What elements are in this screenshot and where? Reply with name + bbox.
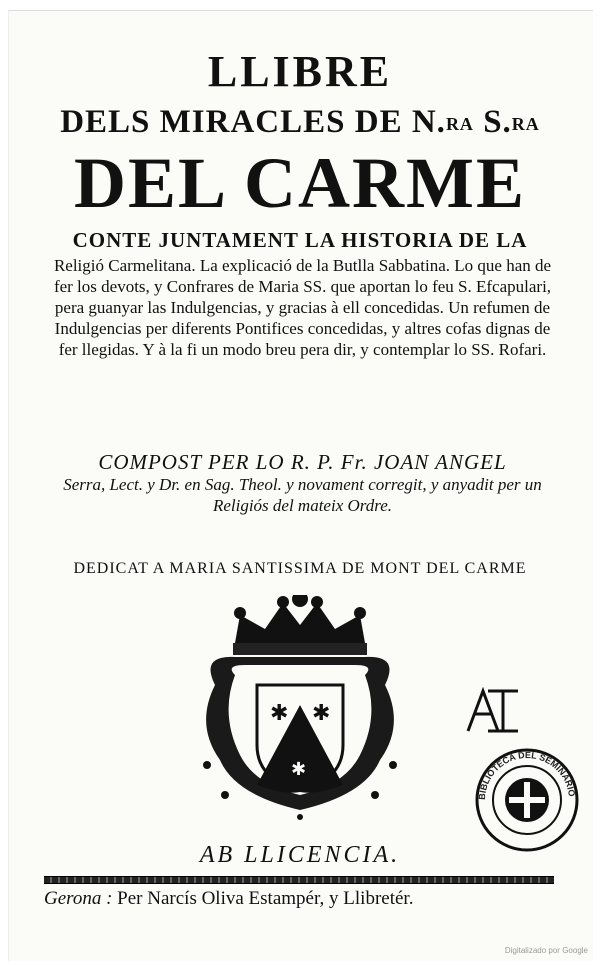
imprint-line [44, 888, 559, 910]
imprint-place: Gerona : [44, 888, 113, 909]
monogram-icon [463, 686, 523, 736]
coat-of-arms-icon [195, 595, 405, 820]
license-line: AB LLICENCIA. [199, 842, 401, 868]
title-line-4: CONTE JUNTAMENT LA HISTORIA DE LA [72, 228, 528, 252]
author-block [40, 450, 565, 516]
description-text: Religió Carmelitana. La explicació de la Butlla Sabbatina. Lo que han de fer los devots, y Confrares de Maria SS. que aportan lo feu S. Efcapulari, pera guanyar las Indulgencias, y gracias à ell concedidas. Un refumen de Indulgencias per diferents Pontifices concedidas, y altres cofas dignas de fer llegidas. Y à la fi un modo breu pera dir, y contemplar lo SS. Rofari. [53, 256, 552, 359]
author-line-1: COMPOST PER LO R. P. Fr. JOAN ANGEL [98, 450, 507, 474]
title-line-1: LLIBRE [207, 47, 393, 96]
imprint-printer: Per Narcís Oliva Estampér, y Llibretér. [112, 888, 414, 909]
library-stamp-icon [472, 745, 582, 855]
title-line-3: DEL CARME [73, 143, 527, 223]
dedication: DEDICAT A MARIA SANTISSIMA DE MONT DEL CARME [73, 560, 527, 577]
digitization-watermark: Digitalizado por Google [504, 946, 588, 955]
svg-text:✱: ✱ [291, 759, 307, 780]
svg-text:BIBLIOTECA DEL SEMINARIO: BIBLIOTECA DEL SEMINARIO [476, 749, 577, 801]
author-line-2: Serra, Lect. y Dr. en Sag. Theol. y novament corregit, y anyadit per un Religiós del mateix Ordre. [63, 475, 542, 515]
ornamental-rule [44, 876, 554, 884]
svg-text:✱: ✱ [312, 701, 331, 726]
title-line-2: DELS MIRACLES DE N.RA S.RA [60, 104, 540, 140]
svg-text:✱: ✱ [270, 701, 289, 726]
